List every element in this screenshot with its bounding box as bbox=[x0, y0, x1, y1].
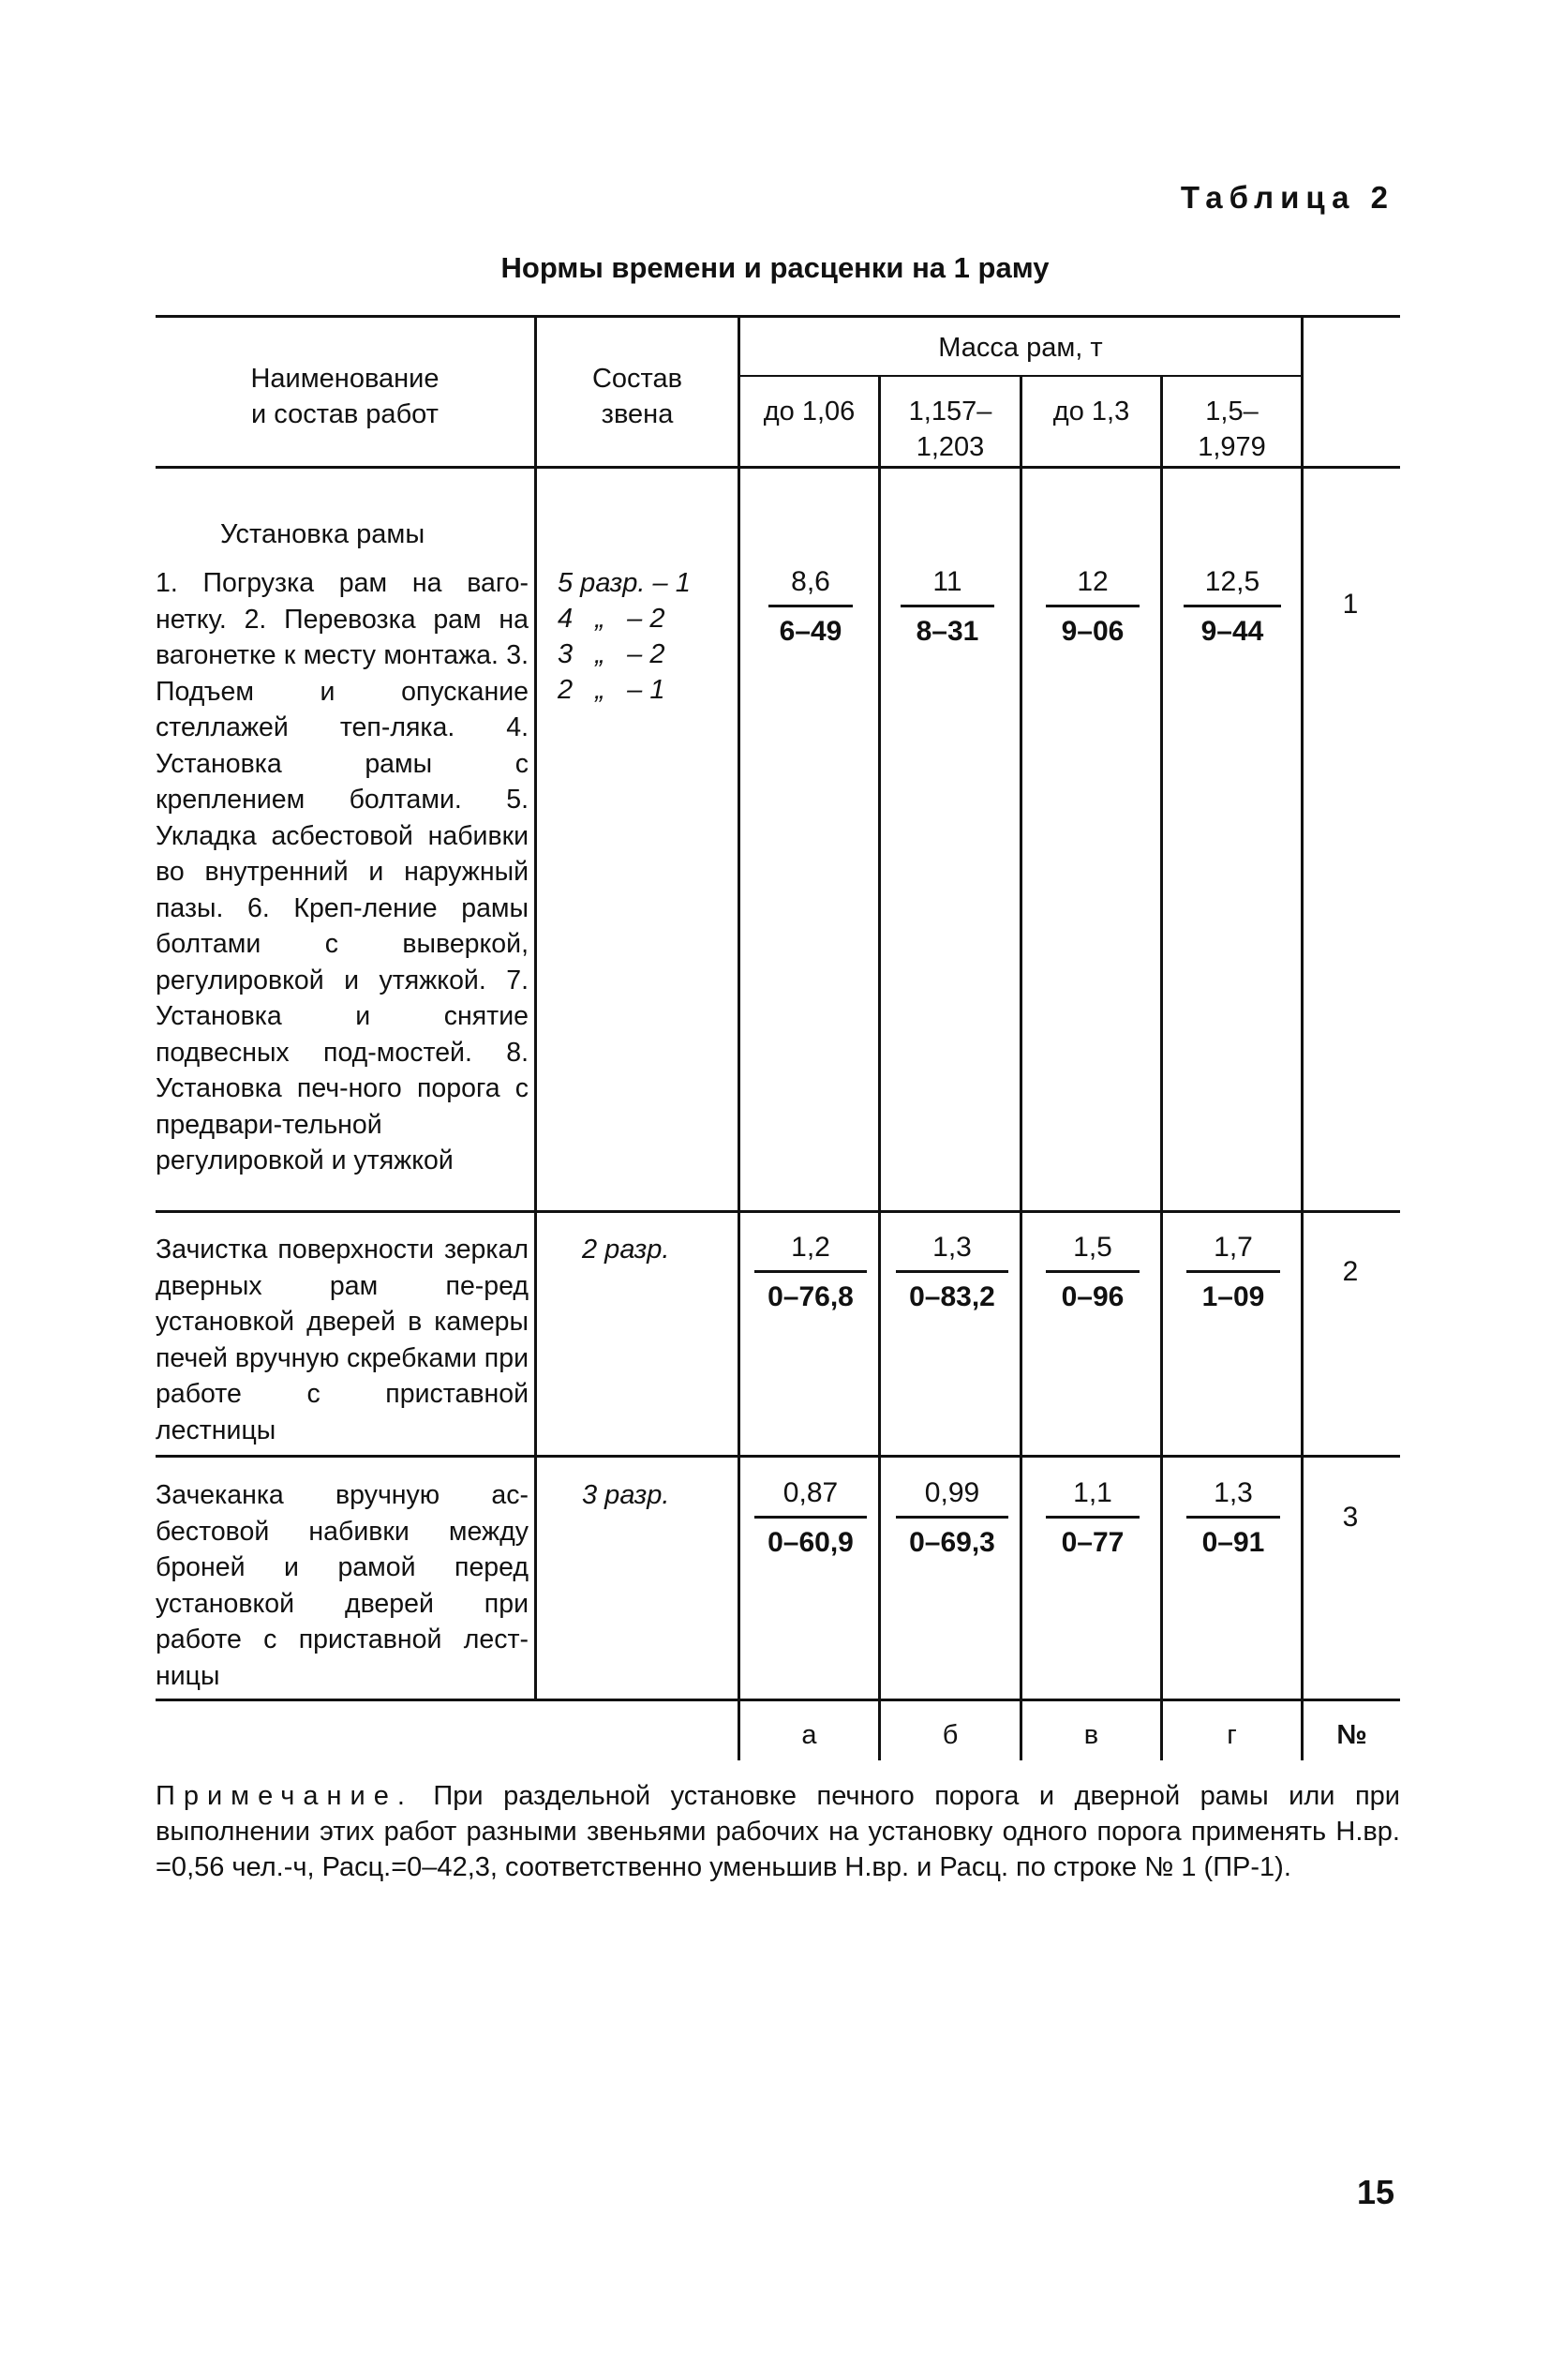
price-value: 8–31 bbox=[916, 616, 979, 647]
row2-brigade: 2 разр. bbox=[582, 1235, 670, 1265]
note-lead: Примечание. bbox=[156, 1781, 413, 1811]
column-letter-a: а bbox=[801, 1720, 817, 1750]
fraction-bar bbox=[1046, 1516, 1140, 1519]
price-value: 0–60,9 bbox=[768, 1527, 854, 1558]
row3-brigade: 3 разр. bbox=[582, 1480, 670, 1510]
norm-value: 1,5 bbox=[1073, 1232, 1112, 1263]
row3-cell-c bbox=[1046, 1474, 1140, 1562]
column-letter-number: № bbox=[1336, 1720, 1367, 1750]
header-mass-col-b: 1,157– 1,203 bbox=[908, 397, 992, 462]
header-mass-col-d: 1,5– 1,979 bbox=[1198, 397, 1266, 462]
row1-heading: Установка рамы bbox=[220, 519, 425, 549]
fraction-bar bbox=[896, 1270, 1008, 1273]
column-letter-d: г bbox=[1227, 1720, 1237, 1750]
fraction-bar bbox=[896, 1516, 1008, 1519]
fraction-bar bbox=[1184, 605, 1281, 607]
price-value: 9–44 bbox=[1200, 616, 1264, 647]
note-text: При раздельной установке печного порога и дверной рамы или при выполнении этих работ разными звеньями рабочих на установку одного порога применять Н.вр. =0,56 чел.-ч, Расц.=0–42,3, соответственно уменьшив Н.вр. и Расц. по строке № 1 (ПР-1). bbox=[156, 1781, 1400, 1882]
norm-value: 0,87 bbox=[782, 1477, 839, 1508]
row1-cell-a bbox=[768, 563, 853, 651]
norm-value: 1,3 bbox=[1214, 1477, 1253, 1508]
col-divider-3 bbox=[878, 375, 881, 1760]
row2-cell-c bbox=[1046, 1229, 1140, 1316]
price-value: 0–83,2 bbox=[909, 1281, 995, 1312]
fraction-bar bbox=[768, 605, 853, 607]
row2-bottom-rule bbox=[156, 1455, 1400, 1458]
row1-bottom-rule bbox=[156, 1210, 1400, 1213]
fraction-bar bbox=[1186, 1270, 1280, 1273]
norm-value: 1,7 bbox=[1214, 1232, 1253, 1263]
row3-number: 3 bbox=[1342, 1502, 1359, 1533]
row1-cell-c bbox=[1046, 563, 1140, 651]
row3-cell-b bbox=[896, 1474, 1008, 1562]
norm-value: 1,1 bbox=[1073, 1477, 1112, 1508]
col-divider-5 bbox=[1160, 375, 1163, 1760]
fraction-bar bbox=[754, 1516, 867, 1519]
price-value: 0–77 bbox=[1061, 1527, 1125, 1558]
col-divider-4 bbox=[1020, 375, 1022, 1760]
col-divider-6 bbox=[1301, 315, 1304, 1760]
fraction-bar bbox=[901, 605, 994, 607]
table-label: Таблица 2 bbox=[1180, 180, 1394, 215]
row1-number: 1 bbox=[1342, 589, 1359, 620]
fraction-bar bbox=[1186, 1516, 1280, 1519]
norm-value: 8,6 bbox=[791, 566, 830, 597]
header-mass-col-a: до 1,06 bbox=[763, 397, 856, 427]
fraction-bar bbox=[754, 1270, 867, 1273]
column-letter-c: в bbox=[1083, 1720, 1099, 1750]
row3-cell-a bbox=[754, 1474, 867, 1562]
row3-bottom-rule bbox=[156, 1699, 1400, 1701]
price-value: 1–09 bbox=[1201, 1281, 1265, 1312]
row2-cell-a bbox=[754, 1229, 867, 1316]
table-note bbox=[156, 1778, 1400, 1885]
fraction-bar bbox=[1046, 1270, 1140, 1273]
column-letter-b: б bbox=[942, 1720, 959, 1750]
header-bottom-rule bbox=[156, 466, 1400, 469]
row2-cell-b bbox=[896, 1229, 1008, 1316]
table-top-rule bbox=[156, 315, 1400, 318]
row1-work-description: 1. Погрузка рам на ваго-нетку. 2. Перевозка рам на вагонетке к месту монтажа. 3. Подъем и опускание стеллажей теп-ляка. 4. Установка рамы с креплением болтами. 5. Укладка асбестовой набивки во внутренний и наружный пазы. 6. Креп-ление рамы болтами с выверкой, регулировкой и утяжкой. 7. Установка и снятие подвесных под-мостей. 8. Установка печ-ного порога с предвари-тельной регулировкой и утяжкой bbox=[156, 568, 529, 1175]
row3-cell-d bbox=[1186, 1474, 1280, 1562]
header-mass-col-c: до 1,3 bbox=[1052, 397, 1130, 427]
row2-cell-d bbox=[1186, 1229, 1280, 1316]
header-brigade: Состав звена bbox=[591, 364, 683, 429]
header-mass-group: Масса рам, т bbox=[938, 333, 1103, 363]
row1-cell-d bbox=[1184, 563, 1281, 651]
row2-number: 2 bbox=[1342, 1256, 1359, 1287]
norm-value: 11 bbox=[932, 566, 962, 597]
col-divider-1 bbox=[534, 315, 537, 1700]
norm-value: 12 bbox=[1077, 566, 1109, 597]
row1-cell-b bbox=[901, 563, 994, 651]
price-value: 9–06 bbox=[1061, 616, 1125, 647]
fraction-bar bbox=[1046, 605, 1140, 607]
price-value: 0–76,8 bbox=[768, 1281, 854, 1312]
row3-work-description: Зачеканка вручную ас-бестовой набивки между броней и рамой перед установкой дверей при работе с приставной лест-ницы bbox=[156, 1480, 529, 1691]
price-value: 0–96 bbox=[1061, 1281, 1125, 1312]
table-caption: Нормы времени и расценки на 1 раму bbox=[500, 251, 1050, 284]
norm-value: 1,3 bbox=[932, 1232, 972, 1263]
norm-value: 12,5 bbox=[1204, 566, 1260, 597]
price-value: 0–91 bbox=[1201, 1527, 1265, 1558]
row1-brigade: 5 разр. – 1 4 „ – 2 3 „ – 2 2 „ – 1 bbox=[558, 568, 691, 705]
norm-value: 1,2 bbox=[791, 1232, 830, 1263]
price-value: 6–49 bbox=[779, 616, 842, 647]
norm-value: 0,99 bbox=[924, 1477, 980, 1508]
row2-work-description: Зачистка поверхности зеркал дверных рам пе-ред установкой дверей в камеры печей вручную скребками при работе с приставной лестницы bbox=[156, 1235, 529, 1445]
price-value: 0–69,3 bbox=[909, 1527, 995, 1558]
header-name: Наименование и состав работ bbox=[250, 364, 440, 429]
col-divider-2 bbox=[738, 315, 740, 1760]
page-number: 15 bbox=[1356, 2173, 1394, 2211]
